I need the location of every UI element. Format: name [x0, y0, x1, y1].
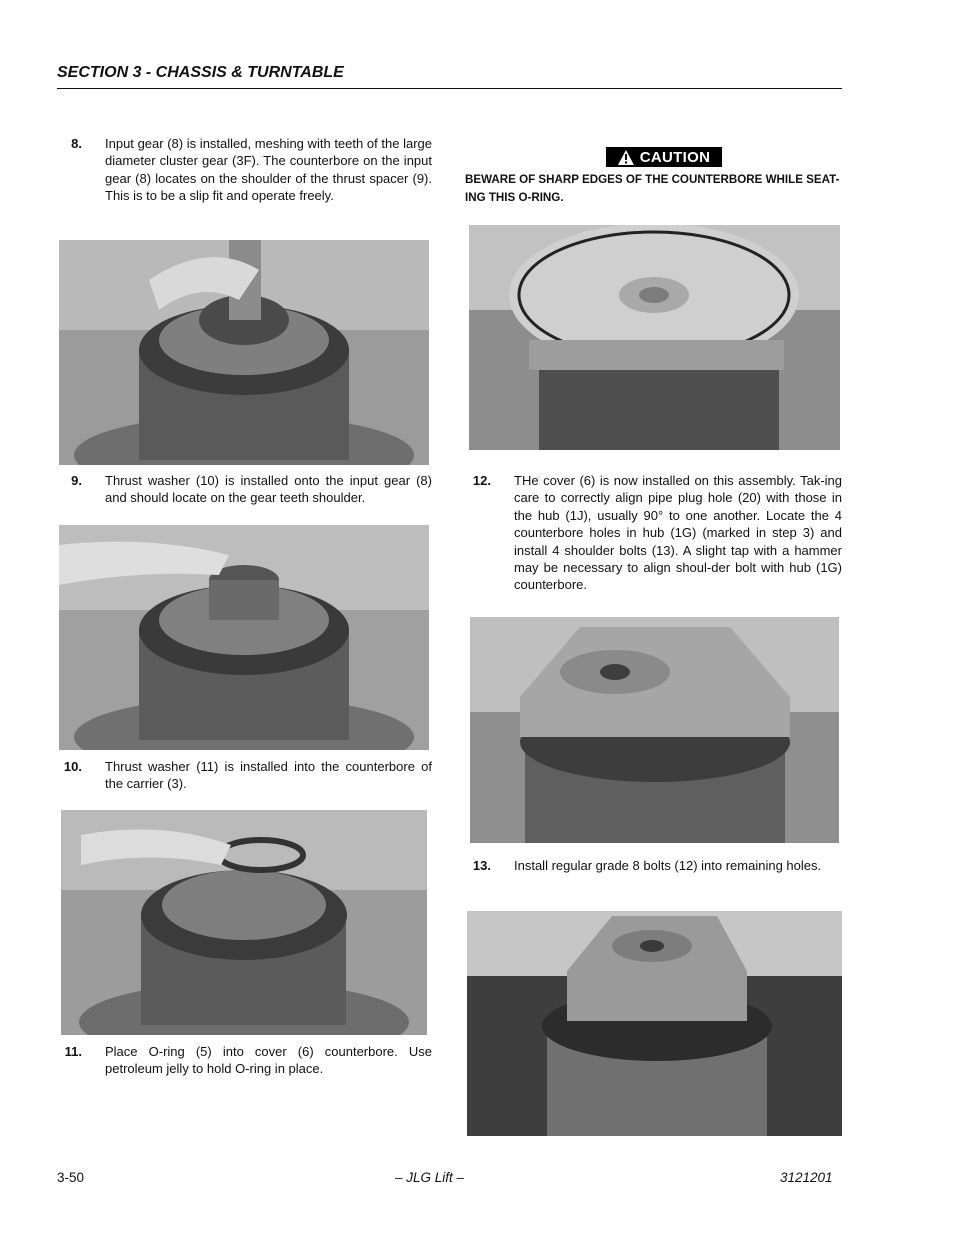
step-number: 9. [71, 473, 82, 488]
step-11 [56, 1043, 432, 1079]
step-text: Place O-ring (5) into cover (6) counterbore. Use petroleum jelly to hold O-ring in place. [105, 1044, 432, 1077]
step-text: Thrust washer (10) is installed onto the input gear (8) and should locate on the gear teeth shoulder. [105, 473, 432, 506]
caution-label-text: CAUTION [639, 148, 711, 166]
section-header: SECTION 3 - CHASSIS & TURNTABLE [57, 64, 842, 89]
step-12 [465, 472, 842, 598]
step-text: Thrust washer (11) is installed into the counterbore of the carrier (3). [105, 759, 432, 792]
step-number: 11. [64, 1044, 82, 1059]
step-text: Install regular grade 8 bolts (12) into remaining holes. [514, 858, 822, 873]
step-number: 8. [71, 136, 82, 151]
step-number: 12. [472, 473, 491, 488]
caution-label [606, 147, 722, 167]
warning-triangle-icon [618, 150, 634, 165]
step-9 [56, 472, 432, 508]
step-number: 13. [472, 858, 491, 873]
photo-thrust-washer-11 [61, 810, 427, 1035]
step-text: Input gear (8) is installed, meshing with teeth of the large diameter cluster gear (3F). The counterbore on the input gear (8) locates on the shoulder of the thrust spacer (9). This is to be a slip fit and operate freely. [105, 136, 432, 204]
photo-cover-installed [470, 617, 839, 843]
step-10 [56, 758, 432, 794]
photo-bolts-installed [467, 911, 842, 1136]
document-number: 3121201 [780, 1170, 833, 1185]
step-number: 10. [63, 759, 82, 774]
photo-input-gear [59, 240, 429, 465]
photo-cover-o-ring [469, 225, 840, 450]
footer-brand: – JLG Lift – [395, 1170, 465, 1185]
page-number: 3-50 [57, 1170, 85, 1185]
photo-thrust-washer-10 [59, 525, 429, 750]
caution-text: BEWARE OF SHARP EDGES OF THE COUNTERBORE WHILE SEAT-ING THIS O-RING. [465, 173, 840, 204]
step-13 [465, 857, 842, 893]
step-text: THe cover (6) is now installed on this assembly. Tak-ing care to correctly align pipe plug hole (20) with those in the hub (1J), usually 90° to one another. Locate the 4 counterbore holes in hub (1G) (marked in step 3) and install 4 shoulder bolts (13). A slight tap with a hammer may be necessary to align shoul-der bolt with hub (1G) counterbore. [514, 473, 842, 593]
step-8 [56, 135, 432, 225]
